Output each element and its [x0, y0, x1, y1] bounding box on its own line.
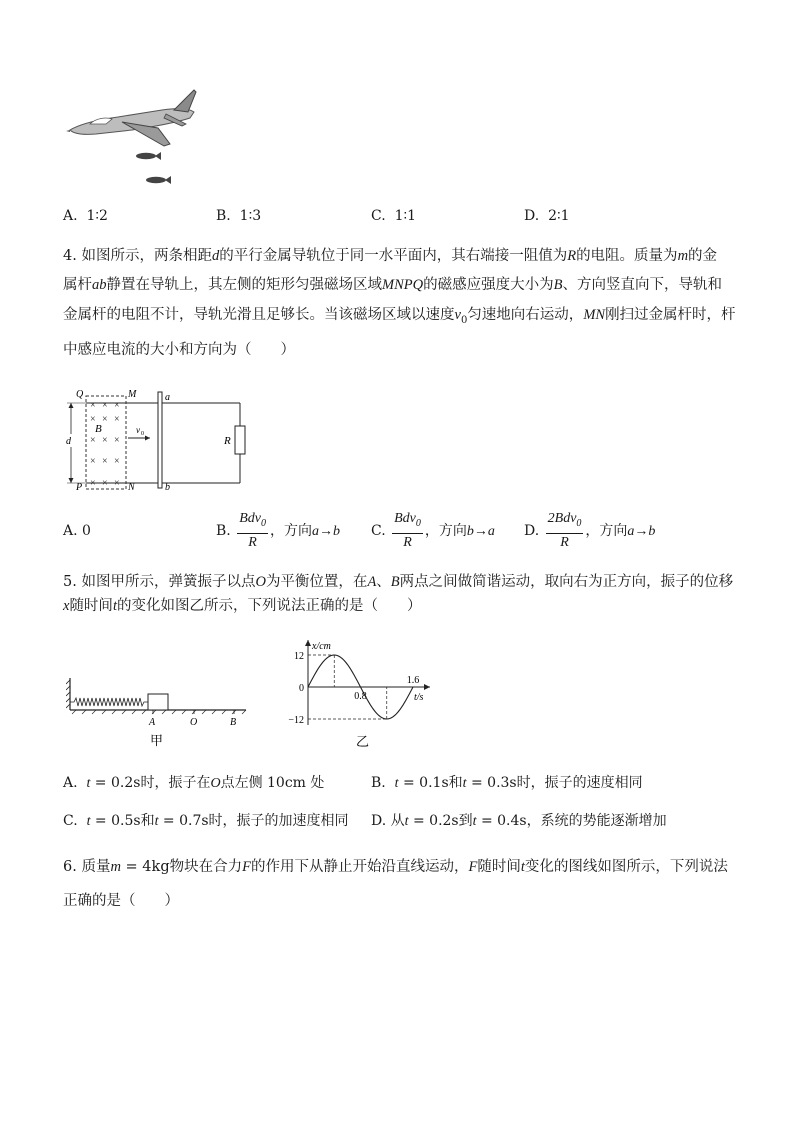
q4-line-3: 金属杆的电阻不计，导轨光滑且足够长。当该磁场区域以速度$v_0$匀速地向右运动，MN刚扫过金属杆时，杆 [63, 307, 736, 326]
svg-text:R: R [224, 435, 231, 447]
oscillator-block [148, 694, 168, 710]
svg-text:M: M [128, 389, 137, 400]
svg-text:×: × [114, 400, 120, 411]
q5-line-1: 5. 如图甲所示，弹簧振子以点O为平衡位置，在A、B两点之间做简谐运动，取向右为正方向，振子的位移 [63, 574, 734, 590]
q4-line-4: 中感应电流的大小和方向为（ ） [63, 342, 295, 358]
svg-text:a: a [165, 392, 170, 403]
svg-text:O: O [190, 717, 198, 728]
svg-text:×: × [114, 456, 120, 467]
spring-icon [70, 698, 148, 706]
q4-line-1: 4. 如图所示，两条相距d的平行金属导轨位于同一水平面内，其右端接一阻值为R的电阻。质量为m的金 [63, 248, 718, 264]
y-axis-label: x/cm [312, 641, 331, 652]
q5-option-c[interactable]: C. t = 0.5s和t = 0.7s时，振子的加速度相同 [63, 813, 349, 829]
svg-text:×: × [102, 456, 108, 467]
q4-option-a[interactable]: A. 0 [63, 523, 91, 539]
svg-text:×: × [102, 414, 108, 425]
airplane-figure [66, 86, 206, 190]
resistor-icon [235, 426, 245, 454]
svg-text:×: × [90, 400, 96, 411]
svg-text:×: × [114, 414, 120, 425]
x-axis-label: t/s [414, 692, 424, 703]
bomb-icon [136, 152, 161, 160]
q4-option-d[interactable]: D. $\frac{2Bdv_0}{R}$ ，方向a→b [524, 511, 656, 550]
displacement-time-chart [282, 634, 442, 752]
svg-text:×: × [102, 435, 108, 446]
metal-rod [158, 392, 162, 488]
q4-option-b[interactable]: B. $\frac{Bdv_0}{R}$ ，方向a→b [216, 511, 340, 550]
x-tick-label: 1.6 [406, 675, 420, 686]
q3-option-c[interactable]: C. 1∶1 [371, 208, 417, 224]
chart-caption: 乙 [356, 735, 370, 750]
svg-text:b: b [165, 482, 170, 492]
svg-text:×: × [102, 400, 108, 411]
q6-line-1: 6. 质量m = 4kg物块在合力F的作用下从静止开始沿直线运动，F随时间t变化的图线如图所示，下列说法 [63, 859, 728, 875]
svg-text:N: N [128, 482, 135, 492]
svg-text:×: × [114, 478, 120, 489]
svg-text:Q: Q [76, 389, 84, 400]
magnetic-field-crosses [90, 400, 120, 489]
svg-text:×: × [114, 435, 120, 446]
q5-line-2: x随时间t的变化如图乙所示，下列说法正确的是（ ） [63, 598, 422, 614]
svg-text:P: P [76, 482, 83, 492]
svg-text:B: B [230, 717, 237, 728]
svg-text:×: × [90, 435, 96, 446]
q5-option-a[interactable]: A. t = 0.2s时，振子在O点左侧 10cm 处 [63, 775, 325, 791]
y-tick-label: 12 [294, 651, 304, 662]
q6-line-2: 正确的是（ ） [63, 893, 179, 909]
q5-option-d[interactable]: D. 从t = 0.2s到t = 0.4s，系统的势能逐渐增加 [371, 813, 667, 829]
svg-text:d: d [66, 436, 71, 447]
svg-text:A: A [149, 717, 156, 728]
svg-text:×: × [90, 478, 96, 489]
spring-oscillator-figure [66, 674, 256, 754]
q4-option-c[interactable]: C. $\frac{Bdv_0}{R}$ ，方向b→a [371, 511, 495, 550]
svg-text:×: × [90, 414, 96, 425]
bomb-icon [146, 176, 171, 184]
svg-text:×: × [102, 478, 108, 489]
svg-text:甲: 甲 [150, 734, 164, 749]
y-axis-arrow [305, 640, 311, 646]
y-tick-label: −12 [288, 715, 304, 726]
x-axis-arrow [424, 684, 430, 690]
svg-text:B: B [95, 423, 102, 435]
q4-line-2: 属杆ab静置在导轨上，其左侧的矩形匀强磁场区域MNPQ的磁感应强度大小为B、方向竖直向下，导轨和 [63, 277, 722, 293]
svg-text:×: × [90, 456, 96, 467]
q3-option-d[interactable]: D. 2∶1 [524, 208, 570, 224]
q3-option-b[interactable]: B. 1∶3 [216, 208, 262, 224]
y-tick-label: 0 [299, 683, 304, 694]
svg-text:0: 0 [141, 431, 144, 437]
q3-option-a[interactable]: A. 1∶2 [63, 208, 108, 224]
x-tick-label: 0.8 [354, 691, 367, 702]
svg-text:v: v [136, 425, 140, 435]
rail-circuit-figure [62, 386, 252, 492]
q5-option-b[interactable]: B. t = 0.1s和t = 0.3s时，振子的速度相同 [371, 775, 643, 791]
